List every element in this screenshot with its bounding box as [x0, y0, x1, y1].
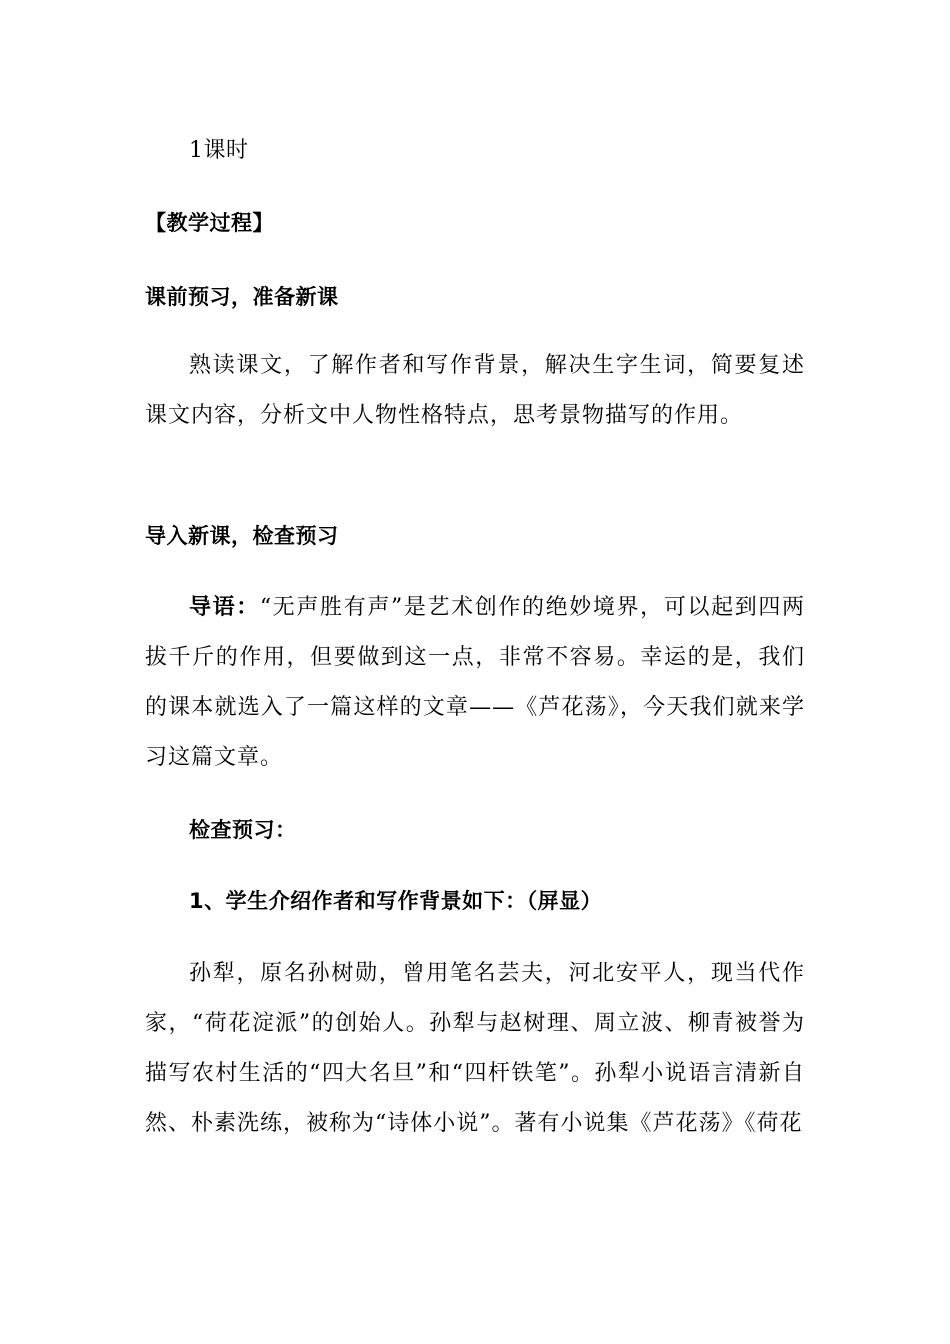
section-heading-teaching-process: 【教学过程】: [145, 211, 274, 235]
check-preview-label: 检查预习：: [189, 818, 297, 842]
step1-body: 熟读课文，了解作者和写作背景，解决生字生词，简要复述课文内容，分析文中人物性格特点，思考景物描写的作用。: [145, 353, 805, 428]
intro-body: “无声胜有声”是艺术创作的绝妙境界，可以起到四两拔千斤的作用，但要做到这一点，非常不容易。幸运的是，我们的课本就选入了一篇这样的文章——《芦花荡》，今天我们就来学习这篇文章。: [145, 595, 805, 770]
item1-heading: 1、学生介绍作者和写作背景如下：（屏显）: [189, 889, 603, 913]
step2-heading: 导入新课，检查预习: [145, 524, 339, 548]
author-paragraph: 孙犁，原名孙树勋，曾用笔名芸夫，河北安平人，现当代作家，“荷花淀派”的创始人。孙犁与赵树理、周立波、柳青被誉为描写农村生活的“四大名旦”和“四杆铁笔”。孙犁小说语言清新自然、朴素洗练，被称为“诗体小说”。著有小说集《芦花荡》《荷花: [145, 961, 805, 1136]
intro-label: 导语：: [189, 595, 260, 620]
intro-paragraph: [145, 583, 805, 783]
class-hours: 1课时: [189, 138, 249, 163]
step1-heading: 课前预习，准备新课: [145, 285, 339, 309]
